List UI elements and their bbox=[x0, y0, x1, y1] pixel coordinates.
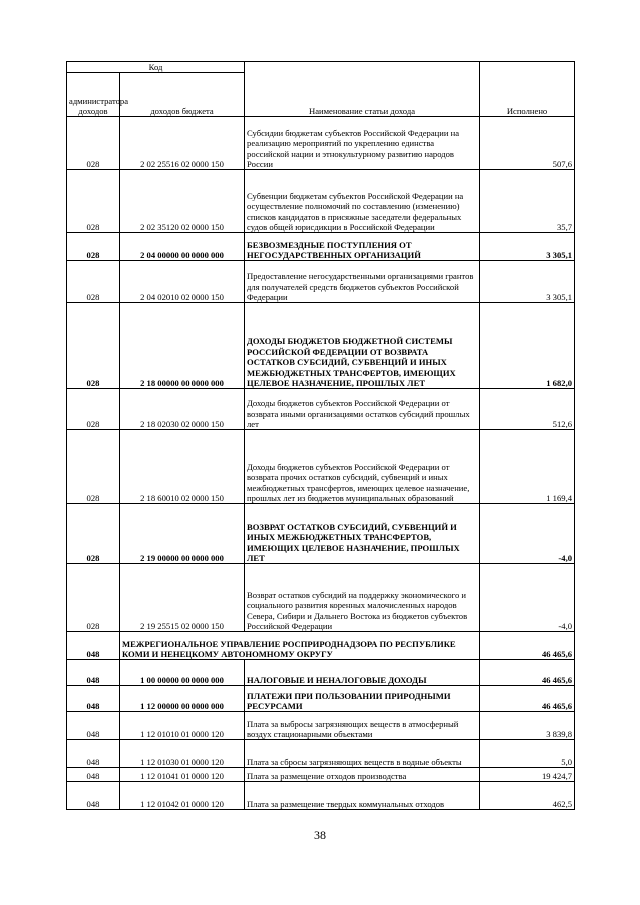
table-row bbox=[67, 389, 575, 430]
header-name: Наименование статьи дохода bbox=[245, 62, 480, 117]
table-row bbox=[67, 430, 575, 504]
admin-code: 028 bbox=[67, 117, 120, 170]
admin-code: 028 bbox=[67, 504, 120, 564]
table-row bbox=[67, 564, 575, 632]
table-row bbox=[67, 170, 575, 233]
income-code: 2 02 25516 02 0000 150 bbox=[120, 117, 245, 170]
header-executed: Исполнено bbox=[480, 62, 575, 117]
income-code: 1 12 01042 01 0000 120 bbox=[120, 782, 245, 810]
admin-code: 028 bbox=[67, 170, 120, 233]
income-name: БЕЗВОЗМЕЗДНЫЕ ПОСТУПЛЕНИЯ ОТ НЕГОСУДАРСТВЕННЫХ ОРГАНИЗАЦИЙ bbox=[245, 233, 480, 261]
income-name: ВОЗВРАТ ОСТАТКОВ СУБСИДИЙ, СУБВЕНЦИЙ И ИНЫХ МЕЖБЮДЖЕТНЫХ ТРАНСФЕРТОВ, ИМЕЮЩИХ ЦЕЛЕВОЕ НАЗНАЧЕНИЕ, ПРОШЛЫХ ЛЕТ bbox=[245, 504, 480, 564]
income-code: 2 18 60010 02 0000 150 bbox=[120, 430, 245, 504]
executed-value: -4,0 bbox=[480, 564, 575, 632]
executed-value: 46 465,6 bbox=[480, 632, 575, 660]
executed-value: 1 682,0 bbox=[480, 303, 575, 389]
income-name: ПЛАТЕЖИ ПРИ ПОЛЬЗОВАНИИ ПРИРОДНЫМИ РЕСУРСАМИ bbox=[245, 686, 480, 712]
income-name: ДОХОДЫ БЮДЖЕТОВ БЮДЖЕТНОЙ СИСТЕМЫ РОССИЙСКОЙ ФЕДЕРАЦИИ ОТ ВОЗВРАТА ОСТАТКОВ СУБСИДИЙ, СУБВЕНЦИЙ И ИНЫХ МЕЖБЮДЖЕТНЫХ ТРАНСФЕРТОВ, ИМЕЮЩИХ ЦЕЛЕВОЕ НАЗНАЧЕНИЕ, ПРОШЛЫХ ЛЕТ bbox=[245, 303, 480, 389]
admin-code: 048 bbox=[67, 782, 120, 810]
table-row bbox=[67, 261, 575, 303]
header-income-code: доходов бюджета bbox=[120, 73, 245, 117]
admin-code: 048 bbox=[67, 686, 120, 712]
income-name: Доходы бюджетов субъектов Российской Федерации от возврата иными организациями остатков субсидий прошлых лет bbox=[245, 389, 480, 430]
table-row bbox=[67, 782, 575, 810]
table-row bbox=[67, 117, 575, 170]
executed-value: 5,0 bbox=[480, 740, 575, 768]
income-code: 2 04 02010 02 0000 150 bbox=[120, 261, 245, 303]
income-code: 2 18 02030 02 0000 150 bbox=[120, 389, 245, 430]
table-row bbox=[67, 712, 575, 740]
executed-value: 3 305,1 bbox=[480, 261, 575, 303]
income-code: 1 12 00000 00 0000 000 bbox=[120, 686, 245, 712]
income-name: Субсидии бюджетам субъектов Российской Федерации на реализацию мероприятий по укреплению единства российской нации и этнокультурному развитию народов России bbox=[245, 117, 480, 170]
income-code: 1 00 00000 00 0000 000 bbox=[120, 660, 245, 686]
table-row bbox=[67, 740, 575, 768]
header-admin: администратора доходов bbox=[67, 73, 120, 117]
executed-value: 512,6 bbox=[480, 389, 575, 430]
table-row bbox=[67, 233, 575, 261]
income-name: Субвенции бюджетам субъектов Российской Федерации на осуществление полномочий по составлению (изменению) списков кандидатов в присяжные заседатели федеральных судов общей юрисдикции в Российской Федерации bbox=[245, 170, 480, 233]
income-name: Плата за выбросы загрязняющих веществ в атмосферный воздух стационарными объектами bbox=[245, 712, 480, 740]
admin-code: 028 bbox=[67, 389, 120, 430]
executed-value: 46 465,6 bbox=[480, 660, 575, 686]
admin-code: 048 bbox=[67, 712, 120, 740]
income-code: 2 04 00000 00 0000 000 bbox=[120, 233, 245, 261]
header-kod: Код bbox=[67, 62, 245, 73]
income-name: Плата за размещение твердых коммунальных отходов bbox=[245, 782, 480, 810]
executed-value: -4,0 bbox=[480, 504, 575, 564]
income-name: Доходы бюджетов субъектов Российской Федерации от возврата прочих остатков субсидий, субвенций и иных межбюджетных трансфертов, имеющих целевое назначение, прошлых лет из бюджетов муниципальных образований bbox=[245, 430, 480, 504]
executed-value: 462,5 bbox=[480, 782, 575, 810]
executed-value: 3 839,8 bbox=[480, 712, 575, 740]
executed-value: 507,6 bbox=[480, 117, 575, 170]
executed-value: 3 305,1 bbox=[480, 233, 575, 261]
admin-code: 048 bbox=[67, 632, 120, 660]
admin-code: 028 bbox=[67, 303, 120, 389]
admin-code: 028 bbox=[67, 564, 120, 632]
executed-value: 1 169,4 bbox=[480, 430, 575, 504]
income-name: Предоставление негосударственными организациями грантов для получателей средств бюджетов субъектов Российской Федерации bbox=[245, 261, 480, 303]
income-code: 1 12 01030 01 0000 120 bbox=[120, 740, 245, 768]
admin-code: 048 bbox=[67, 740, 120, 768]
income-name: Плата за сбросы загрязняющих веществ в водные объекты bbox=[245, 740, 480, 768]
table-row bbox=[67, 660, 575, 686]
department-name: МЕЖРЕГИОНАЛЬНОЕ УПРАВЛЕНИЕ РОСПРИРОДНАДЗОРА ПО РЕСПУБЛИКЕ КОМИ И НЕНЕЦКОМУ АВТОНОМНОМУ ОКРУГУ bbox=[120, 632, 480, 660]
table-row bbox=[67, 504, 575, 564]
admin-code: 028 bbox=[67, 261, 120, 303]
admin-code: 028 bbox=[67, 430, 120, 504]
admin-code: 048 bbox=[67, 660, 120, 686]
page-number: 38 bbox=[314, 828, 326, 842]
header-row-top bbox=[67, 62, 575, 73]
table-row-department bbox=[67, 632, 575, 660]
income-code: 1 12 01041 01 0000 120 bbox=[120, 768, 245, 782]
table-row bbox=[67, 768, 575, 782]
income-name: Плата за размещение отходов производства bbox=[245, 768, 480, 782]
table-row bbox=[67, 303, 575, 389]
income-code: 1 12 01010 01 0000 120 bbox=[120, 712, 245, 740]
admin-code: 028 bbox=[67, 233, 120, 261]
income-code: 2 19 25515 02 0000 150 bbox=[120, 564, 245, 632]
income-name: Возврат остатков субсидий на поддержку экономического и социального развития коренных малочисленных народов Севера, Сибири и Дальнего Востока из бюджетов субъектов Российской Федерации bbox=[245, 564, 480, 632]
executed-value: 46 465,6 bbox=[480, 686, 575, 712]
income-table bbox=[66, 61, 575, 810]
executed-value: 19 424,7 bbox=[480, 768, 575, 782]
table-row bbox=[67, 686, 575, 712]
income-code: 2 19 00000 00 0000 000 bbox=[120, 504, 245, 564]
income-code: 2 18 00000 00 0000 000 bbox=[120, 303, 245, 389]
executed-value: 35,7 bbox=[480, 170, 575, 233]
income-name: НАЛОГОВЫЕ И НЕНАЛОГОВЫЕ ДОХОДЫ bbox=[245, 660, 480, 686]
income-code: 2 02 35120 02 0000 150 bbox=[120, 170, 245, 233]
admin-code: 048 bbox=[67, 768, 120, 782]
